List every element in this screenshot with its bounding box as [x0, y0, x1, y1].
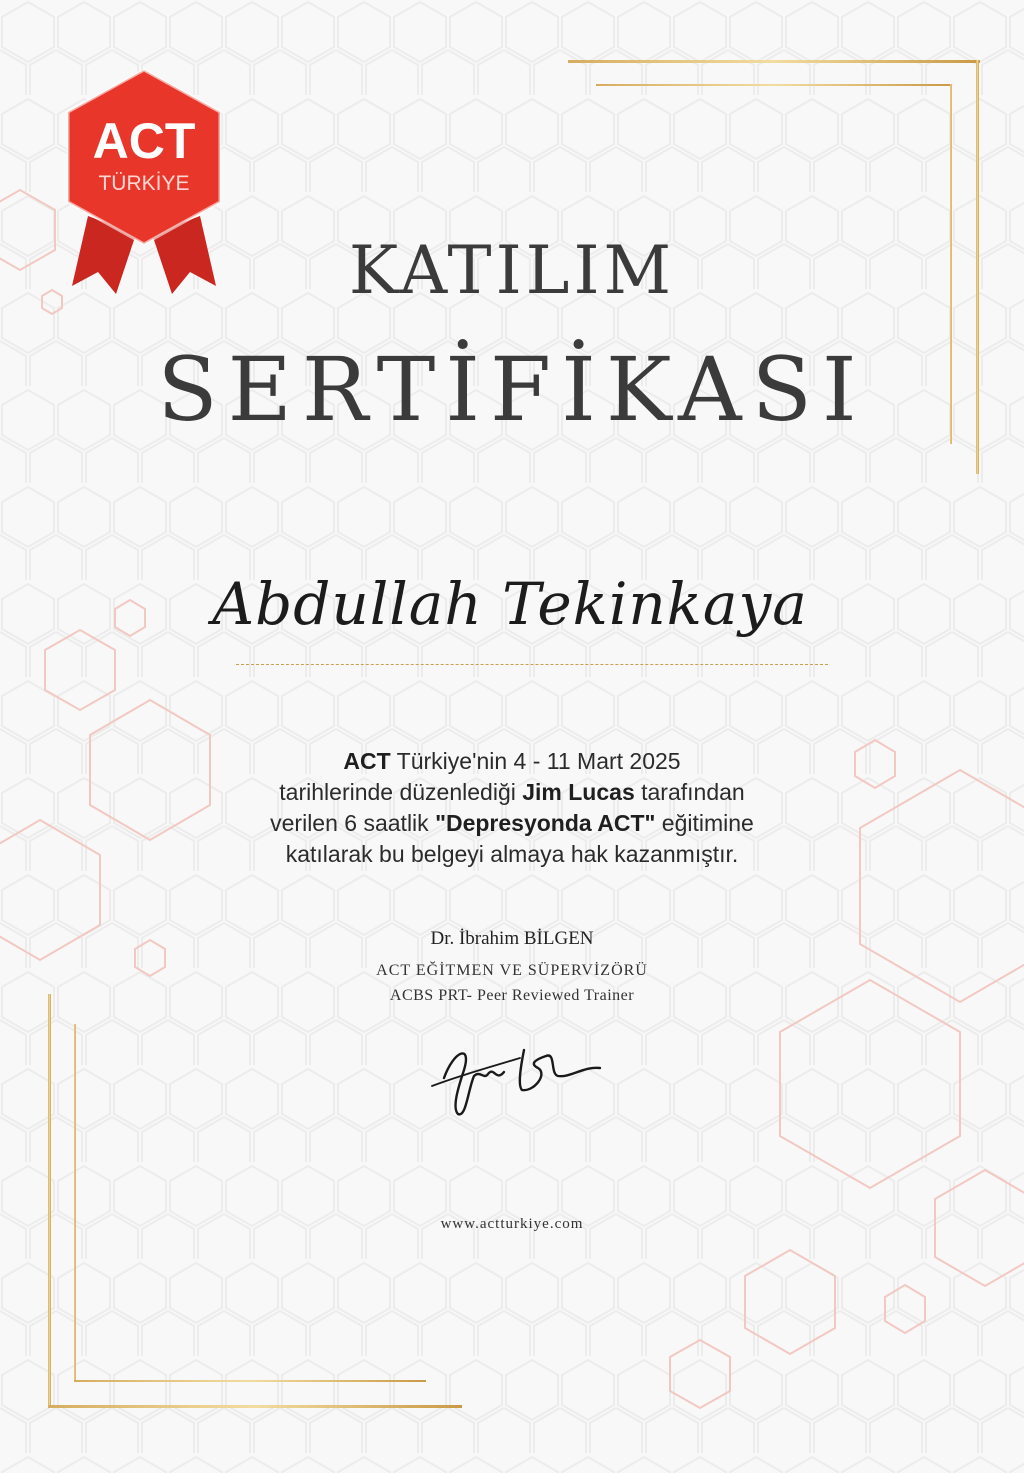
gold-frame-bottom-vertical: [48, 994, 51, 1408]
gold-frame-top-horizontal: [568, 60, 980, 63]
body-org: ACT: [343, 748, 391, 774]
body-part3: tarafından: [634, 779, 745, 805]
signatory-name: Dr. İbrahim BİLGEN: [430, 928, 594, 949]
signatory-credential: ACBS PRT- Peer Reviewed Trainer: [389, 987, 635, 1004]
gold-frame-top-inner-horizontal: [596, 84, 952, 86]
body-trainer: Jim Lucas: [522, 779, 635, 805]
gold-frame-bottom-inner-horizontal: [74, 1380, 426, 1382]
gold-frame-bottom-horizontal: [48, 1405, 462, 1408]
body-part1: Türkiye'nin 4 - 11 Mart 2025: [390, 748, 681, 774]
certificate-body-text: [150, 746, 874, 870]
recipient-name: Abdullah Tekinkaya: [212, 570, 808, 638]
body-part6: katılarak bu belgeyi almaya hak kazanmıştır.: [285, 841, 739, 867]
body-course: "Depresyonda ACT": [435, 810, 656, 836]
name-underline: [236, 664, 828, 665]
title-katilim: KATILIM: [348, 232, 676, 309]
title-sertifikasi: SERTİFİKASI: [157, 338, 867, 441]
handwritten-signature: [424, 1030, 614, 1120]
signatory-role: ACT EĞİTMEN VE SÜPERVİZÖRÜ: [376, 962, 648, 979]
body-part4: verilen 6 saatlik: [270, 810, 436, 836]
gold-frame-bottom-inner-vertical: [74, 1024, 76, 1382]
website-url: www.actturkiye.com: [440, 1216, 584, 1232]
logo-act-text: ACT: [92, 113, 196, 169]
logo-turkiye-text: TÜRKİYE: [98, 172, 190, 195]
body-part2: tarihlerinde düzenlediği: [279, 779, 523, 805]
body-part5: eğitimine: [655, 810, 754, 836]
